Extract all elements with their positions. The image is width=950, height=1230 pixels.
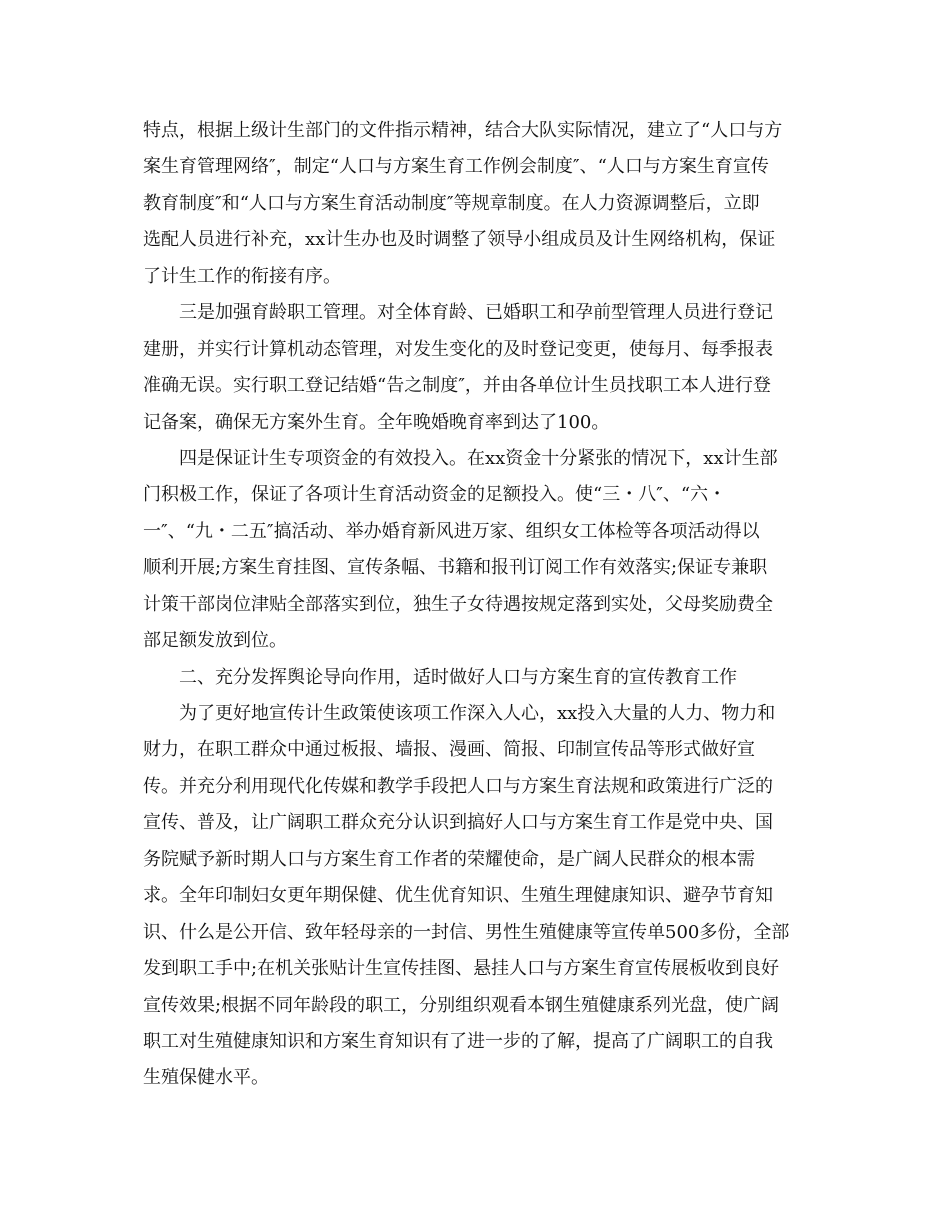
text-line: 宣传效果;根据不同年龄段的职工，分别组织观看本钢生殖健康系列光盘，使广阔 <box>143 994 780 1016</box>
paragraph-start-line: 四是保证计生专项资金的有效投入。在xx资金十分紧张的情况下，xx计生部 <box>179 447 778 469</box>
text-line: 求。全年印制妇女更年期保健、优生优育知识、生殖生理健康知识、避孕节育知 <box>143 885 773 907</box>
paragraph-start-line: 三是加强育龄职工管理。对全体育龄、已婚职工和孕前型管理人员进行登记 <box>179 302 773 324</box>
text-line: 一″、“九・二五″搞活动、举办婚育新风进万家、组织女工体检等各项活动得以 <box>143 520 760 542</box>
text-line: 了计生工作的衔接有序。 <box>143 265 341 287</box>
text-line: 特点，根据上级计生部门的文件指示精神，结合大队实际情况，建立了“人口与方 <box>143 120 783 141</box>
text-line: 识、什么是公开信、致年轻母亲的一封信、男性生殖健康等宣传单500多份，全部 <box>143 921 790 943</box>
paragraph-start-line: 为了更好地宣传计生政策使该项工作深入人心，xx投入大量的人力、物力和 <box>179 703 776 724</box>
text-line: 案生育管理网络″，制定“人口与方案生育工作例会制度″、“人口与方案生育宣传 <box>143 156 769 178</box>
text-line: 职工对生殖健康知识和方案生育知识有了进一步的了解，提高了广阔职工的自我 <box>143 1030 773 1052</box>
text-line: 传。并充分利用现代化传媒和教学手段把人口与方案生育法规和政策进行广泛的 <box>143 775 773 797</box>
text-line: 教育制度″和“人口与方案生育活动制度″等规章制度。在人力资源调整后，立即 <box>143 192 760 214</box>
section-heading: 二、充分发挥舆论导向作用，适时做好人口与方案生育的宣传教育工作 <box>179 666 737 688</box>
text-line: 计策干部岗位津贴全部落实到位，独生子女待遇按规定落到实处，父母奖励费全 <box>143 593 773 615</box>
text-line: 准确无误。实行职工登记结婚“告之制度″，并由各单位计生员找职工本人进行登 <box>143 375 771 397</box>
text-line: 门积极工作，保证了各项计生育活动资金的足额投入。使“三・八″、“六・ <box>143 484 727 506</box>
text-line: 务院赋予新时期人口与方案生育工作者的荣耀使命，是广阔人民群众的根本需 <box>143 848 755 870</box>
text-line: 顺利开展;方案生育挂图、宣传条幅、书籍和报刊订阅工作有效落实;保证专兼职 <box>143 557 768 579</box>
text-line: 生殖保健水平。 <box>143 1067 269 1089</box>
text-line: 记备案，确保无方案外生育。全年晚婚晚育率到达了100。 <box>143 411 610 433</box>
text-line: 发到职工手中;在机关张贴计生宣传挂图、悬挂人口与方案生育宣传展板收到良好 <box>143 958 780 980</box>
text-line: 建册，并实行计算机动态管理，对发生变化的及时登记变更，使每月、每季报表 <box>143 338 773 360</box>
text-line: 宣传、普及，让广阔职工群众充分认识到搞好人口与方案生育工作是党中央、国 <box>143 812 773 834</box>
text-line: 财力，在职工群众中通过板报、墙报、漫画、简报、印制宣传品等形式做好宣 <box>143 739 755 761</box>
text-line: 选配人员进行补充，xx计生办也及时调整了领导小组成员及计生网络机构，保证 <box>143 229 776 251</box>
text-line: 部足额发放到位。 <box>143 630 287 652</box>
document-body <box>143 113 813 1097</box>
